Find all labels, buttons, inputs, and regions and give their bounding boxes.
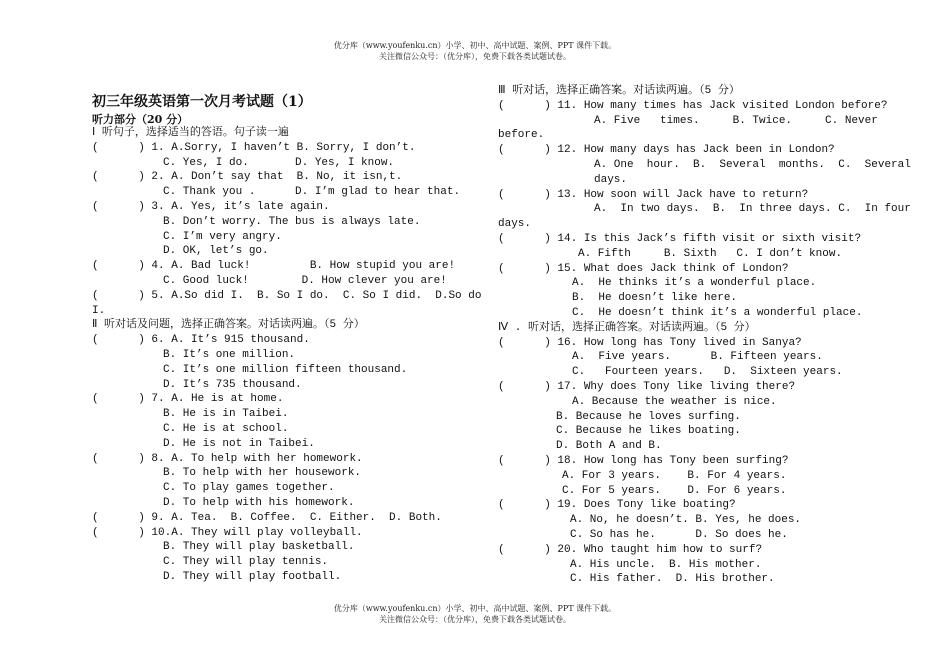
question-line: D. They will play football. bbox=[163, 571, 342, 583]
question-line: ( ) 4. A. Bad luck! B. How stupid you are! bbox=[92, 260, 456, 273]
question-line: B. They will play basketball. bbox=[163, 541, 355, 554]
question-line: B. He is in Taibei. bbox=[163, 408, 289, 421]
question-line: B. Don’t worry. The bus is always late. bbox=[163, 215, 421, 228]
question-line: A. Five years. B. Fifteen years. bbox=[572, 351, 823, 364]
question-line: A. For 3 years. B. For 4 years. bbox=[562, 469, 787, 482]
question-line: before. bbox=[498, 129, 545, 142]
question-line: C. It’s one million fifteen thousand. bbox=[163, 363, 408, 376]
question-line: ( ) 5. A.So did I. B. So I do. C. So I did. D.So do bbox=[92, 289, 482, 302]
question-line: D. He is not in Taibei. bbox=[163, 437, 315, 450]
question-line: C. They will play tennis. bbox=[163, 556, 329, 569]
question-line: D. To help with his homework. bbox=[163, 497, 355, 509]
question-line: ( ) 2. A. Don’t say that B. No, it isn,t. bbox=[92, 171, 403, 184]
question-line: A. He thinks it’s a wonderful place. bbox=[572, 277, 817, 290]
question-line: A. Fifth B. Sixth C. I don’t know. bbox=[578, 247, 843, 260]
question-line: days. bbox=[594, 173, 628, 186]
question-line: ( ) 16. How long has Tony lived in Sanya? bbox=[498, 336, 802, 349]
question-line: A. Because the weather is nice. bbox=[572, 395, 777, 408]
question-line: B. To help with her housework. bbox=[163, 467, 362, 480]
question-line: ( ) 10.A. They will play volleyball. bbox=[92, 526, 363, 539]
question-line: ( ) 18. How long has Tony been surfing? bbox=[498, 455, 789, 467]
question-line: C. So has he. D. So does he. bbox=[570, 529, 788, 541]
question-line: ( ) 14. Is this Jack’s fifth visit or sixth visit? bbox=[498, 233, 862, 245]
question-line: A. In two days. B. In three days. C. In four bbox=[594, 203, 911, 216]
footer-line-1: 优分库（www.youfenku.cn）小学、初中、高中试题、案例、PPT 课件下载。 bbox=[333, 604, 617, 613]
question-line: ( ) 13. How soon will Jack have to return? bbox=[498, 188, 809, 201]
question-line: C. For 5 years. D. For 6 years. bbox=[562, 484, 787, 497]
question-line: Ⅲ 听对话，选择正确答案。对话读两遍。（5 分） bbox=[498, 85, 740, 97]
question-line: A. His uncle. B. His mother. bbox=[570, 558, 762, 571]
question-line: C. Yes, I do. D. Yes, I know. bbox=[163, 156, 395, 169]
question-line: Ⅰ 听句子，选择适当的答语。句子读一遍 bbox=[92, 127, 289, 139]
question-line: C. He doesn’t think it’s a wonderful place. bbox=[572, 307, 863, 319]
question-line: D. It’s 735 thousand. bbox=[163, 378, 302, 391]
question-line: ( ) 11. How many times has Jack visited London before? bbox=[498, 99, 888, 112]
question-line: B. Because he loves surfing. bbox=[556, 410, 741, 423]
question-line: D. Both A and B. bbox=[556, 440, 662, 453]
question-line: C. I’m very angry. bbox=[163, 230, 282, 243]
question-line: ( ) 8. A. To help with her homework. bbox=[92, 452, 363, 465]
question-line: ( ) 12. How many days has Jack been in London? bbox=[498, 144, 835, 157]
question-line: Ⅳ . 听对话，选择正确答案。对话读两遍。（5 分） bbox=[498, 321, 756, 334]
header-line-2: 关注微信公众号：（优分库），免费下载各类试题试卷。 bbox=[379, 52, 571, 61]
question-line: B. It’s one million. bbox=[163, 349, 296, 361]
question-line: C. Thank you . D. I’m glad to hear that. bbox=[163, 186, 461, 199]
question-line: days. bbox=[498, 218, 532, 231]
exam-title: 初三年级英语第一次月考试题（1） bbox=[92, 94, 312, 110]
question-line: ( ) 6. A. It’s 915 thousand. bbox=[92, 334, 310, 347]
question-line: ( ) 7. A. He is at home. bbox=[92, 393, 284, 406]
section-listening-heading: 听力部分（20 分） bbox=[92, 113, 189, 126]
question-line: ( ) 15. What does Jack think of London? bbox=[498, 262, 789, 275]
question-line: C. To play games together. bbox=[163, 482, 335, 495]
question-line: C. Good luck! D. How clever you are! bbox=[163, 275, 447, 287]
question-line: C. Because he likes boating. bbox=[556, 425, 741, 438]
question-line: A. Five times. B. Twice. C. Never bbox=[594, 114, 878, 127]
question-line: ( ) 9. A. Tea. B. Coffee. C. Either. D. Both. bbox=[92, 511, 442, 524]
footer-line-2: 关注微信公众号：（优分库），免费下载各类试题试卷。 bbox=[379, 615, 571, 624]
question-line: I. bbox=[92, 304, 106, 317]
question-line: ( ) 19. Does Tony like boating? bbox=[498, 499, 736, 512]
question-line: A. No, he doesn’t. B. Yes, he does. bbox=[570, 514, 802, 527]
question-line: C. He is at school. bbox=[163, 423, 289, 435]
question-line: C. Fourteen years. D. Sixteen years. bbox=[572, 366, 843, 379]
question-line: D. OK, let’s go. bbox=[163, 245, 269, 258]
question-line: ( ) 20. Who taught him how to surf? bbox=[498, 543, 763, 556]
question-line: C. His father. D. His brother. bbox=[570, 573, 775, 586]
header-line-1: 优分库（www.youfenku.cn）小学、初中、高中试题、案例、PPT 课件下载。 bbox=[333, 41, 617, 50]
question-line: A. One hour. B. Several months. C. Several bbox=[594, 159, 911, 171]
question-line: ( ) 17. Why does Tony like living there? bbox=[498, 381, 796, 393]
question-line: ( ) 1. A.Sorry, I haven’t B. Sorry, I don’t. bbox=[92, 141, 416, 154]
question-line: B. He doesn’t like here. bbox=[572, 292, 738, 305]
question-line: Ⅱ 听对话及问题，选择正确答案。对话读两遍。（5 分） bbox=[92, 319, 365, 332]
question-line: ( ) 3. A. Yes, it’s late again. bbox=[92, 201, 330, 213]
